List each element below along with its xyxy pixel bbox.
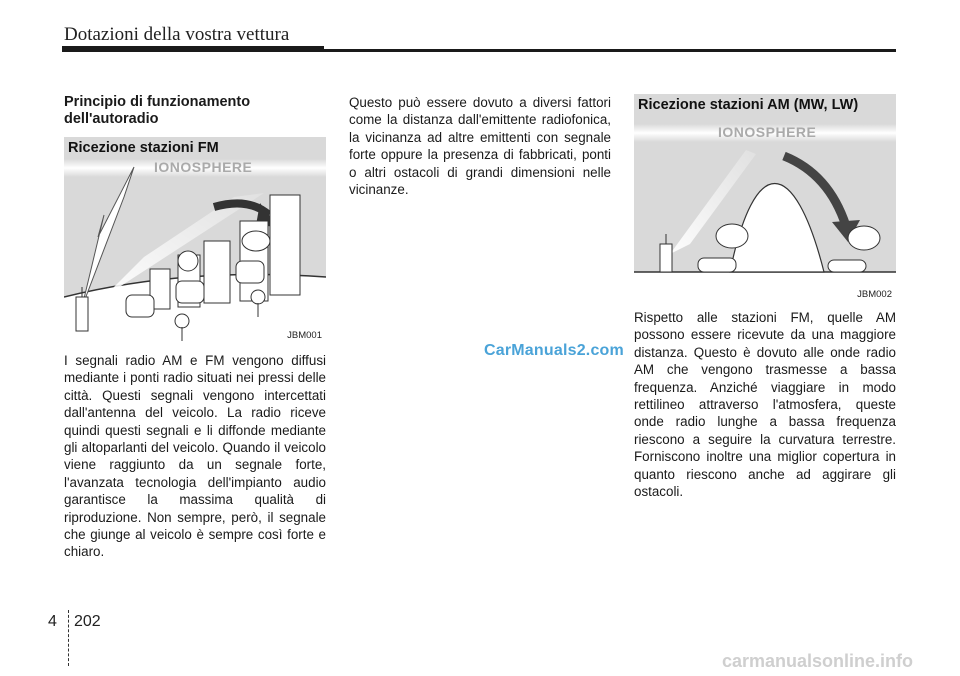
- am-ionosphere-label: IONOSPHERE: [718, 124, 817, 140]
- site-watermark: carmanualsonline.info: [722, 651, 914, 671]
- am-reception-figure: [634, 94, 896, 302]
- page-header-title: Dotazioni della vostra vettura: [64, 24, 290, 45]
- fm-ionosphere-label: IONOSPHERE: [154, 159, 253, 175]
- header-rule: [62, 49, 896, 52]
- watermark-text: CarManuals2.com: [484, 342, 624, 359]
- header-rule-accent: [62, 46, 324, 49]
- am-figure-code: JBM002: [857, 289, 892, 300]
- paragraph-right: Rispetto alle stazioni FM, quelle AM possono essere ricevute da una maggiore distanza. Questo è dovuto alle onde radio AM che vengono trasmesse a bassa frequenza. Anziché viaggiare in modo rettilineo attraverso l'atmosfera, queste onde radio lunghe a bassa frequenza riescono a seguire la curvatura terrestre. Forniscono inoltre una miglior copertura in quanto riescono anche ad aggirare gli ostacoli.: [634, 310, 896, 500]
- paragraph-middle: Questo può essere dovuto a diversi fattori come la distanza dall'emittente radiofonica, la vicinanza ad altre emittenti con segnale forte oppure la presenza di fabbricati, ponti o altri ostacoli di grandi dimensioni nelle vicinanze.: [349, 95, 611, 198]
- page-number: 202: [74, 613, 101, 630]
- paragraph-left: I segnali radio AM e FM vengono diffusi mediante i ponti radio situati nei pressi delle città. Questi segnali vengono intercettati dall'antenna del veicolo. La radio riceve quindi questi segnali e li diffonde mediante gli altoparlanti del veicolo. Quando il veicolo viene raggiunto da un segnale forte, l'avanzata tecnologia dell'impianto audio garantisce la massima qualità di riproduzione. Non sempre, però, il segnale che giunge al veicolo è sempre così forte e chiaro.: [64, 353, 326, 560]
- fm-figure-code: JBM001: [287, 330, 322, 341]
- am-figure-title: Ricezione stazioni AM (MW, LW): [634, 94, 896, 116]
- footer-divider: [68, 610, 70, 666]
- fm-figure-title: Ricezione stazioni FM: [64, 137, 326, 159]
- fm-reception-figure: [64, 137, 326, 343]
- chapter-number: 4: [48, 613, 57, 630]
- section-title: Principio di funzionamento dell'autoradio: [64, 94, 251, 127]
